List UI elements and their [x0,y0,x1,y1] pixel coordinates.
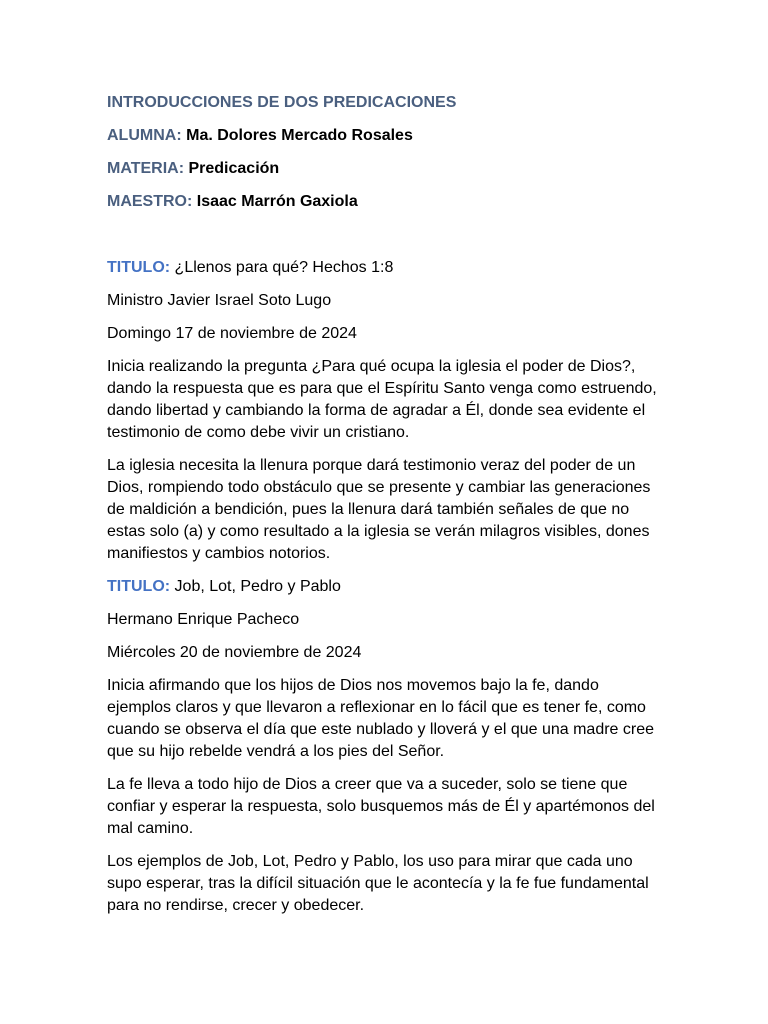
sermon2-date: Miércoles 20 de noviembre de 2024 [107,644,362,661]
teacher-name: Isaac Marrón Gaxiola [196,193,358,210]
teacher-line [107,191,667,213]
sermon1-date: Domingo 17 de noviembre de 2024 [107,325,357,342]
sermon1-title-label: TITULO: [107,259,171,276]
sermon1-paragraph-2: La iglesia necesita la llenura porque dará testimonio veraz del poder de un Dios, rompiendo todo obstáculo que se presente y cambiar las generaciones de maldición a bendición, pues la llenura dará también señales de que no estas solo (a) y como resultado a la iglesia se verán milagros visibles, dones manifiestos y cambios notorios. [107,457,651,562]
subject-line [107,158,667,180]
teacher-label: MAESTRO: [107,193,193,210]
sermon2-paragraph-2: La fe lleva a todo hijo de Dios a creer que va a suceder, solo se tiene que confiar y esperar la respuesta, solo busquemos más de Él y apartémonos del mal camino. [107,776,655,837]
sermon2-preacher: Hermano Enrique Pacheco [107,611,300,628]
subject-label: MATERIA: [107,160,185,177]
sermon2-title-label: TITULO: [107,578,171,595]
sermon2-paragraph-3: Los ejemplos de Job, Lot, Pedro y Pablo, los uso para mirar que cada uno supo esperar, tras la difícil situación que le acontecía y la fe fue fundamental para no rendirse, crecer y obedecer. [107,853,649,914]
sermon1-preacher: Ministro Javier Israel Soto Lugo [107,292,332,309]
sermon2-title-line [107,576,667,598]
student-line [107,125,667,147]
sermon2-paragraph-1: Inicia afirmando que los hijos de Dios nos movemos bajo la fe, dando ejemplos claros y que llevaron a reflexionar en lo fácil que es tener fe, como cuando se observa el día que este nublado y lloverá y el que una madre cree que su hijo rebelde vendrá a los pies del Señor. [107,677,655,760]
sermon2-title: Job, Lot, Pedro y Pablo [174,578,341,595]
section-spacer [107,224,667,257]
document-title: INTRODUCCIONES DE DOS PREDICACIONES [107,94,457,111]
subject-name: Predicación [188,160,280,177]
document-page [107,92,667,928]
student-label: ALUMNA: [107,127,182,144]
sermon1-title: ¿Llenos para qué? Hechos 1:8 [174,259,394,276]
sermon1-paragraph-1: Inicia realizando la pregunta ¿Para qué ocupa la iglesia el poder de Dios?, dando la respuesta que es para que el Espíritu Santo venga como estruendo, dando libertad y cambiando la forma de agradar a Él, donde sea evidente el testimonio de como debe vivir un cristiano. [107,358,657,441]
sermon1-title-line [107,257,667,279]
student-name: Ma. Dolores Mercado Rosales [186,127,413,144]
